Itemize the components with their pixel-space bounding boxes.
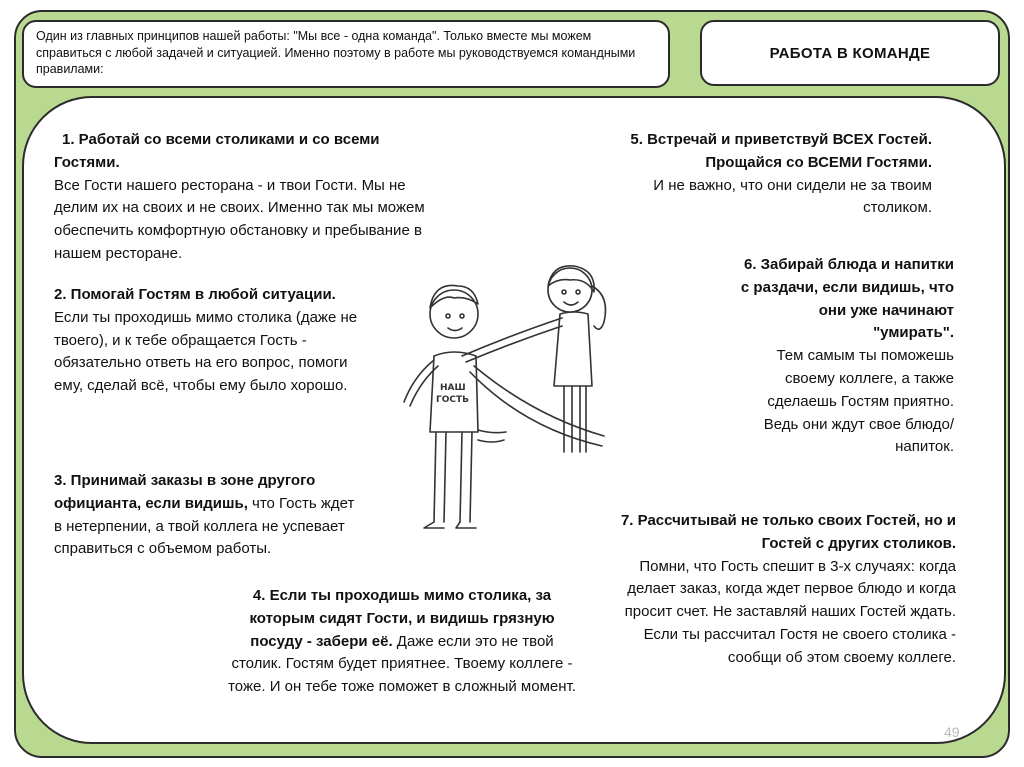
rule-7 — [616, 510, 956, 670]
girl-arm — [462, 318, 562, 362]
boy-eye-right — [460, 314, 464, 318]
intro-text: Один из главных принципов нашей работы: "Мы все - одна команда". Только вместе мы можем справиться с любой задачей и ситуацией. Именно поэтому в работе мы руководствуемся командными правилами: — [22, 20, 670, 88]
girl-mouth — [564, 302, 578, 305]
rule-2-heading: 2. Помогай Гостям в любой ситуации. — [54, 286, 336, 303]
girl-dress — [554, 312, 592, 386]
boy-shirt-text-1: НАШ — [440, 383, 466, 393]
rule-1-heading: 1. Работай со всеми столиками и со всеми Гостями. — [54, 131, 380, 171]
rule-4-heading: 4. Если ты проходишь мимо столика, за которым сидят Гости, и видишь грязную посуду - забери её. — [249, 587, 555, 650]
girl-eye-left — [562, 290, 566, 294]
girl-legs — [564, 386, 586, 452]
hand — [478, 430, 506, 442]
boy-shoes — [424, 522, 476, 528]
boy-eye-left — [446, 314, 450, 318]
rule-1 — [54, 129, 434, 266]
boy-right-arm — [470, 366, 604, 446]
rule-4-body: Даже если это не твой столик. Гостям будет приятнее. Твоему коллеге - тоже. И он тебе тоже поможет в сложный момент. — [228, 632, 576, 696]
boy-legs — [434, 432, 472, 522]
rule-3 — [54, 470, 364, 561]
rule-7-heading: 7. Рассчитывай не только своих Гостей, но и Гостей с других столиков. — [620, 512, 956, 552]
rule-1-body: Все Гости нашего ресторана - и твои Гости. Мы не делим их на своих и не своих. Именно так мы можем обеспечить комфортную обстановку и пребывание в нашем ресторане. — [54, 176, 425, 262]
girl-hair — [548, 266, 594, 292]
boy-shirt-text-2: ГОСТЬ — [436, 395, 469, 405]
boy-mouth — [448, 328, 462, 331]
rule-4 — [226, 585, 578, 699]
rule-3-body: что Гость ждет в нетерпении, а твой коллега не успевает справиться с объемом работы. — [54, 494, 355, 558]
rule-6-heading: 6. Забирай блюда и напитки с раздачи, если видишь, что они уже начинают "умирать". — [740, 256, 954, 342]
rule-5-heading: 5. Встречай и приветствуй ВСЕХ Гостей. Прощайся со ВСЕМИ Гостями. — [630, 131, 932, 171]
rule-6-body: Тем самым ты поможешь своему коллеге, а также сделаешь Гостям приятно. Ведь они ждут свое блюдо/ напиток. — [763, 347, 954, 456]
teamwork-illustration — [374, 256, 624, 546]
rule-2 — [54, 284, 374, 398]
rule-5-body: И не важно, что они сидели не за твоим столиком. — [653, 176, 932, 217]
rule-6 — [736, 254, 954, 459]
rule-7-body: Помни, что Гость спешит в 3-х случаях: когда делает заказ, когда ждет первое блюдо и когда просит счет. Не заставляй наших Гостей ждать. Если ты рассчитал Гостя не своего столика - сообщи об этом своему коллеге. — [624, 557, 956, 666]
girl-eye-right — [576, 290, 580, 294]
rule-2-body: Если ты проходишь мимо столика (даже не твоего), и к тебе обращается Гость - обязательно ответь на его вопрос, помоги ему, сделай всё, чтобы ему было хорошо. — [54, 308, 358, 395]
rule-5 — [600, 129, 932, 220]
rule-3-heading: 3. Принимай заказы в зоне другого официанта, если видишь, — [54, 472, 316, 512]
page-number: 49 — [944, 724, 960, 740]
page-title: РАБОТА В КОМАНДЕ — [700, 20, 1000, 86]
